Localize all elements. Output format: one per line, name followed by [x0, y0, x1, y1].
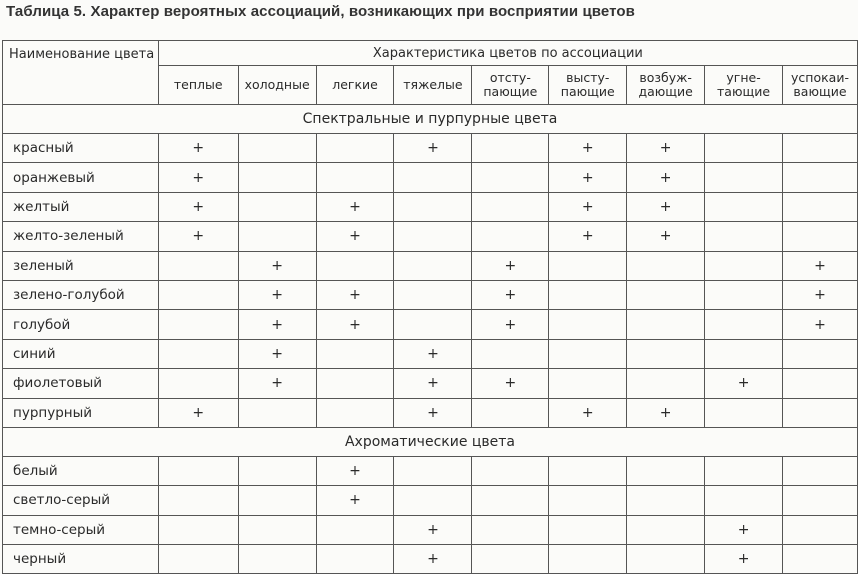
mark-cell: + [549, 163, 627, 192]
table-row [3, 222, 858, 251]
mark-cell [158, 545, 238, 574]
mark-cell [705, 280, 783, 309]
mark-cell [783, 515, 858, 544]
header-column-line: возбуж- [639, 70, 692, 85]
mark-cell [394, 456, 472, 485]
color-name-cell: желтый [3, 192, 159, 221]
color-name-cell: черный [3, 545, 159, 574]
table-row [3, 134, 858, 163]
mark-cell [549, 515, 627, 544]
header-color-name: Наименование цвета [3, 41, 159, 105]
mark-cell: + [472, 280, 549, 309]
color-associations-table [2, 40, 858, 574]
mark-cell [394, 486, 472, 515]
table-row [3, 310, 858, 339]
color-name-cell: зелено-голубой [3, 280, 159, 309]
header-column-line: высту- [566, 70, 610, 85]
mark-cell: + [549, 398, 627, 427]
mark-cell [549, 310, 627, 339]
mark-cell [627, 456, 705, 485]
header-column-line: успокаи- [791, 70, 849, 85]
mark-cell [783, 369, 858, 398]
mark-cell: + [158, 192, 238, 221]
mark-cell [783, 545, 858, 574]
mark-cell: + [705, 369, 783, 398]
mark-cell [238, 515, 316, 544]
color-name-cell: красный [3, 134, 159, 163]
table-row [3, 456, 858, 485]
color-name-cell: фиолетовый [3, 369, 159, 398]
color-name-cell: темно-серый [3, 515, 159, 544]
header-column [549, 66, 627, 105]
color-name-cell: зеленый [3, 251, 159, 280]
mark-cell [158, 280, 238, 309]
mark-cell [705, 456, 783, 485]
mark-cell: + [238, 339, 316, 368]
mark-cell [316, 163, 394, 192]
header-column-line: угне- [726, 70, 761, 85]
mark-cell [783, 222, 858, 251]
mark-cell [158, 339, 238, 368]
mark-cell [705, 163, 783, 192]
header-column-line: отсту- [489, 70, 531, 85]
mark-cell [472, 134, 549, 163]
mark-cell [472, 339, 549, 368]
mark-cell [472, 515, 549, 544]
mark-cell [158, 369, 238, 398]
mark-cell [472, 192, 549, 221]
mark-cell [316, 545, 394, 574]
mark-cell [783, 163, 858, 192]
mark-cell: + [783, 251, 858, 280]
mark-cell [158, 486, 238, 515]
table-row [3, 545, 858, 574]
mark-cell: + [394, 339, 472, 368]
table-row [3, 339, 858, 368]
table-row [3, 398, 858, 427]
mark-cell [627, 515, 705, 544]
mark-cell: + [627, 192, 705, 221]
mark-cell [627, 339, 705, 368]
header-column-line: дающие [638, 84, 693, 99]
mark-cell [783, 339, 858, 368]
color-name-cell: синий [3, 339, 159, 368]
mark-cell [783, 398, 858, 427]
header-association-group: Характеристика цветов по ассоциации [158, 41, 857, 66]
mark-cell: + [316, 222, 394, 251]
section-title: Спектральные и пурпурные цвета [3, 105, 858, 134]
header-column [238, 66, 316, 105]
header-column-line: тающие [717, 84, 771, 99]
mark-cell [316, 398, 394, 427]
header-column [627, 66, 705, 105]
color-name-cell: белый [3, 456, 159, 485]
mark-cell: + [316, 192, 394, 221]
mark-cell [783, 456, 858, 485]
mark-cell [705, 339, 783, 368]
mark-cell: + [549, 134, 627, 163]
mark-cell [394, 222, 472, 251]
mark-cell [627, 486, 705, 515]
header-column-line: холодные [244, 77, 310, 92]
table-caption: Таблица 5. Характер вероятных ассоциаций, возникающих при восприятии цветов [6, 3, 635, 20]
mark-cell [316, 339, 394, 368]
mark-cell: + [627, 222, 705, 251]
mark-cell: + [394, 398, 472, 427]
mark-cell: + [316, 280, 394, 309]
mark-cell [705, 134, 783, 163]
mark-cell: + [316, 456, 394, 485]
mark-cell: + [627, 134, 705, 163]
table-row [3, 369, 858, 398]
mark-cell [158, 456, 238, 485]
mark-cell [783, 486, 858, 515]
mark-cell [549, 280, 627, 309]
mark-cell [705, 398, 783, 427]
mark-cell [627, 545, 705, 574]
mark-cell: + [394, 515, 472, 544]
mark-cell [238, 163, 316, 192]
mark-cell [472, 545, 549, 574]
mark-cell: + [627, 163, 705, 192]
mark-cell: + [783, 310, 858, 339]
mark-cell: + [705, 545, 783, 574]
mark-cell: + [394, 134, 472, 163]
mark-cell [238, 545, 316, 574]
header-column [316, 66, 394, 105]
mark-cell [158, 310, 238, 339]
mark-cell [316, 515, 394, 544]
mark-cell: + [472, 251, 549, 280]
mark-cell: + [472, 310, 549, 339]
mark-cell: + [549, 222, 627, 251]
mark-cell: + [158, 398, 238, 427]
mark-cell [238, 398, 316, 427]
header-column [783, 66, 858, 105]
mark-cell [549, 369, 627, 398]
table-row [3, 251, 858, 280]
color-name-cell: светло-серый [3, 486, 159, 515]
mark-cell [394, 163, 472, 192]
header-column-line: легкие [332, 77, 378, 92]
mark-cell: + [783, 280, 858, 309]
mark-cell [549, 545, 627, 574]
mark-cell: + [238, 310, 316, 339]
mark-cell: + [238, 280, 316, 309]
header-column [472, 66, 549, 105]
mark-cell [627, 310, 705, 339]
color-name-cell: желто-зеленый [3, 222, 159, 251]
mark-cell: + [238, 251, 316, 280]
mark-cell: + [472, 369, 549, 398]
mark-cell [549, 251, 627, 280]
mark-cell [472, 222, 549, 251]
mark-cell: + [705, 515, 783, 544]
mark-cell [705, 192, 783, 221]
color-name-cell: пурпурный [3, 398, 159, 427]
mark-cell [472, 398, 549, 427]
mark-cell [705, 486, 783, 515]
mark-cell [238, 486, 316, 515]
header-column-line: пающие [560, 84, 615, 99]
mark-cell [394, 310, 472, 339]
mark-cell [238, 134, 316, 163]
mark-cell [783, 192, 858, 221]
table-row [3, 486, 858, 515]
mark-cell: + [627, 398, 705, 427]
mark-cell [472, 456, 549, 485]
mark-cell [394, 251, 472, 280]
mark-cell [549, 486, 627, 515]
table-row [3, 515, 858, 544]
table-row [3, 280, 858, 309]
mark-cell [316, 251, 394, 280]
header-column [158, 66, 238, 105]
mark-cell [238, 222, 316, 251]
color-name-cell: оранжевый [3, 163, 159, 192]
mark-cell [316, 369, 394, 398]
header-column-line: теплые [173, 77, 223, 92]
mark-cell: + [158, 134, 238, 163]
header-column-line: пающие [483, 84, 538, 99]
mark-cell: + [316, 310, 394, 339]
mark-cell [705, 251, 783, 280]
mark-cell [549, 456, 627, 485]
table-row [3, 192, 858, 221]
mark-cell [783, 134, 858, 163]
table-row [3, 163, 858, 192]
mark-cell: + [394, 545, 472, 574]
color-name-cell: голубой [3, 310, 159, 339]
mark-cell [627, 251, 705, 280]
mark-cell [549, 339, 627, 368]
mark-cell: + [549, 192, 627, 221]
section-title: Ахроматические цвета [3, 427, 858, 456]
mark-cell [158, 251, 238, 280]
mark-cell: + [238, 369, 316, 398]
header-column-line: тяжелые [403, 77, 463, 92]
header-column [394, 66, 472, 105]
mark-cell [472, 163, 549, 192]
mark-cell [472, 486, 549, 515]
mark-cell [394, 280, 472, 309]
mark-cell [238, 456, 316, 485]
mark-cell [705, 310, 783, 339]
mark-cell [158, 515, 238, 544]
mark-cell [627, 280, 705, 309]
mark-cell [705, 222, 783, 251]
mark-cell: + [158, 222, 238, 251]
mark-cell [394, 192, 472, 221]
mark-cell: + [158, 163, 238, 192]
mark-cell [627, 369, 705, 398]
mark-cell [316, 134, 394, 163]
header-column [705, 66, 783, 105]
mark-cell [238, 192, 316, 221]
header-column-line: вающие [793, 84, 847, 99]
mark-cell: + [316, 486, 394, 515]
mark-cell: + [394, 369, 472, 398]
